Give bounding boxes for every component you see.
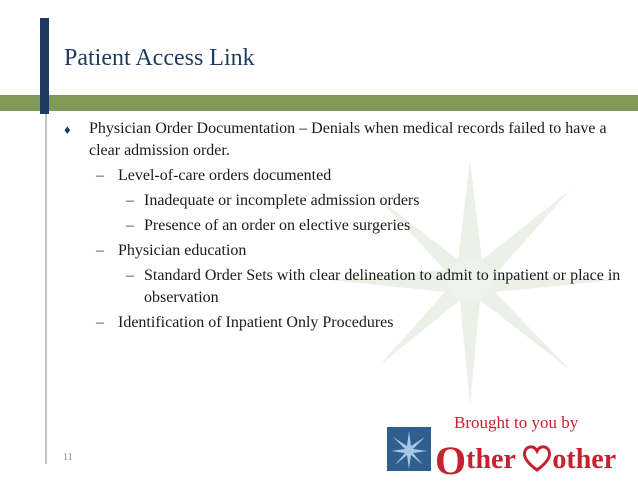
dash-icon: –: [96, 167, 104, 184]
sub-bullet-text: Identification of Inpatient Only Procedures: [118, 314, 394, 331]
bullet-item: [64, 118, 624, 162]
sub-sub-bullet-item: [126, 265, 624, 309]
logo-part1: ther: [466, 444, 516, 475]
sub-bullet-item: [96, 165, 624, 187]
sub-sub-bullet-text: Standard Order Sets with clear delineation to admit to inpatient or place in observation: [144, 267, 621, 306]
logo-o: O: [435, 438, 467, 483]
sub-bullet-text: Level-of-care orders documented: [118, 167, 332, 184]
sub-sub-bullet-text: Presence of an order on elective surgeries: [144, 217, 411, 234]
slide-body: [64, 118, 624, 334]
dash-icon: –: [126, 192, 134, 209]
left-rule: [45, 114, 47, 464]
dash-icon: –: [96, 242, 104, 259]
sub-sub-bullet-text: Inadequate or incomplete admission orders: [144, 192, 420, 209]
dash-icon: –: [126, 217, 134, 234]
dash-icon: –: [126, 267, 134, 284]
header-band: [0, 95, 638, 111]
other-mother-logo: [387, 427, 627, 483]
sub-sub-bullet-item: [126, 215, 624, 237]
left-accent-bar: [40, 18, 49, 114]
logo-part2: other: [552, 444, 617, 475]
brought-to-you-by: Brought to you by: [454, 413, 579, 432]
slide-title: Patient Access Link: [64, 45, 255, 71]
dash-icon: –: [96, 314, 104, 331]
sub-bullet-text: Physician education: [118, 242, 247, 259]
page-number: 11: [63, 452, 73, 463]
bullet-text: Physician Order Documentation – Denials when medical records failed to have a clear admission order.: [89, 120, 607, 159]
heart-icon: [522, 444, 552, 472]
star-logo-icon: [387, 427, 431, 471]
diamond-bullet-icon: ♦: [64, 122, 71, 137]
sub-bullet-item: [96, 240, 624, 262]
sub-bullet-item: [96, 312, 624, 334]
logo-wordmark: [435, 431, 617, 483]
sub-sub-bullet-item: [126, 190, 624, 212]
